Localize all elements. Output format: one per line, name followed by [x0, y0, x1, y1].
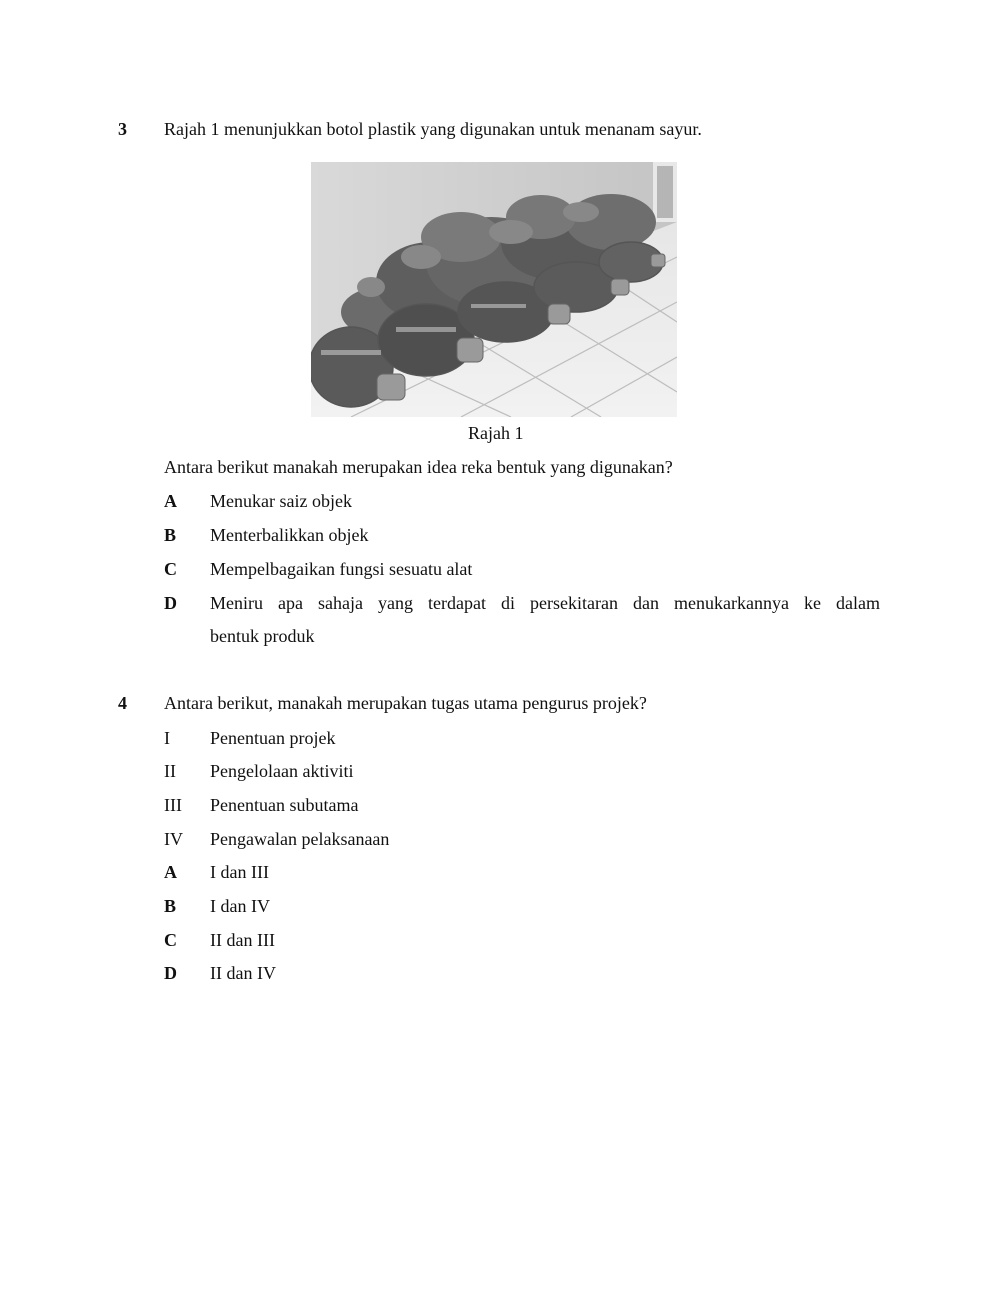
- question-3-number: 3: [118, 119, 127, 139]
- q4-option-text[interactable]: II dan III: [210, 930, 275, 950]
- q3-option-text-line2[interactable]: bentuk produk: [210, 626, 315, 646]
- q3-option-letter: B: [164, 525, 177, 545]
- statement-numeral: I: [164, 728, 170, 748]
- q3-option-text-line1[interactable]: Meniru apa sahaja yang terdapat di persekitaran dan menukarkannya ke dalam: [210, 593, 880, 613]
- statement-numeral: III: [164, 795, 182, 815]
- q4-option-text[interactable]: I dan III: [210, 862, 269, 882]
- statement-text: Penentuan subutama: [210, 795, 359, 815]
- statement-text: Pengawalan pelaksanaan: [210, 829, 390, 849]
- q4-option-text[interactable]: I dan IV: [210, 896, 270, 916]
- statement-numeral: IV: [164, 829, 183, 849]
- q4-option-letter: C: [164, 930, 177, 950]
- q4-option-text[interactable]: II dan IV: [210, 963, 276, 983]
- question-3-prompt: Antara berikut manakah merupakan idea reka bentuk yang digunakan?: [164, 457, 673, 477]
- figure-bottle-planters: [311, 162, 677, 417]
- statement-text: Pengelolaan aktiviti: [210, 761, 354, 781]
- q4-option-letter: D: [164, 963, 177, 983]
- q3-option-letter: C: [164, 559, 177, 579]
- q3-option-text[interactable]: Menterbalikkan objek: [210, 525, 369, 545]
- question-4-number: 4: [118, 693, 127, 713]
- question-3-stem: Rajah 1 menunjukkan botol plastik yang digunakan untuk menanam sayur.: [164, 119, 702, 139]
- q4-option-letter: A: [164, 862, 177, 882]
- question-4-prompt: Antara berikut, manakah merupakan tugas utama pengurus projek?: [164, 693, 647, 713]
- q3-option-letter: A: [164, 491, 177, 511]
- q3-option-text[interactable]: Menukar saiz objek: [210, 491, 352, 511]
- q4-option-letter: B: [164, 896, 177, 916]
- figure-caption: Rajah 1: [468, 423, 524, 443]
- statement-numeral: II: [164, 761, 176, 781]
- q3-option-letter: D: [164, 593, 177, 613]
- q3-option-text[interactable]: Mempelbagaikan fungsi sesuatu alat: [210, 559, 473, 579]
- statement-text: Penentuan projek: [210, 728, 336, 748]
